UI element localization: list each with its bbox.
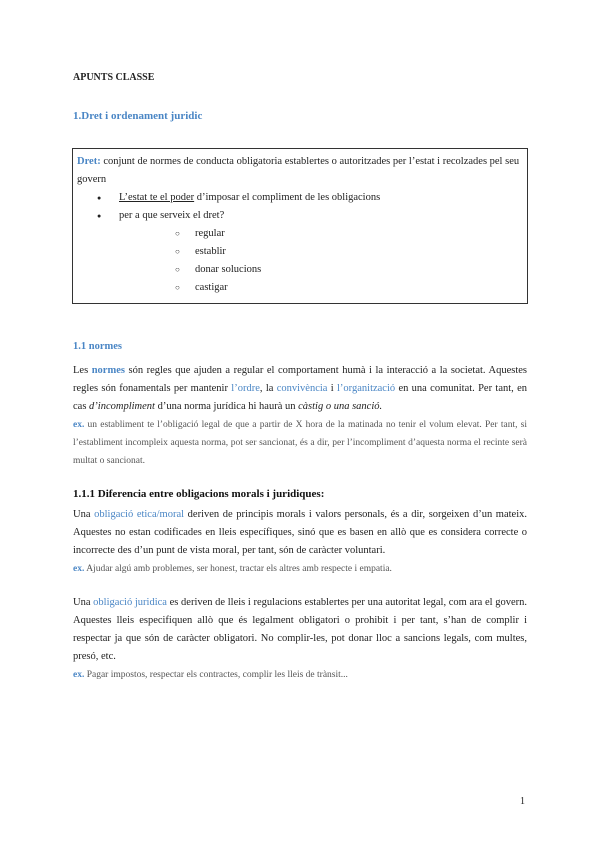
section-heading-1-1: 1.1 normes	[73, 341, 122, 352]
sub-item: ○ castigar	[119, 279, 523, 297]
keyword-juridica: obligació juridica	[93, 597, 167, 608]
example-2	[73, 560, 527, 578]
keyword-moral: obligació etica/moral	[94, 509, 185, 520]
definition-text	[77, 153, 523, 189]
text-run: Una	[73, 509, 95, 520]
sub-list	[119, 225, 523, 297]
example-label: ex.	[73, 564, 85, 574]
text-run: i	[327, 383, 338, 394]
italic-castig: càstig o una sanció.	[298, 401, 383, 412]
text-run: en una comunitat. Per tant, en cas	[73, 383, 528, 412]
italic-incompliment: d’incompliment	[89, 401, 155, 412]
text-run: Una	[73, 597, 94, 608]
page-number: 1	[520, 796, 525, 807]
definition-box	[72, 148, 528, 304]
text-run: d’una norma jurídica hi haurà un	[154, 401, 299, 412]
sub-item: ○ regular	[119, 225, 523, 243]
document-title: APUNTS CLASSE	[73, 72, 155, 83]
example-3	[73, 666, 527, 684]
text-run: Les	[73, 365, 92, 376]
bullet-item	[77, 207, 523, 297]
keyword-normes: normes	[91, 365, 125, 376]
definition-body: conjunt de normes de conducta obligatoria establertes o autoritzades per l’estat i recolzades pel seu govern	[77, 156, 520, 185]
underlined-phrase: L’estat te el poder	[119, 192, 195, 203]
section-heading-1: 1.Dret i ordenament juridic	[73, 110, 203, 122]
subsection-heading-1-1-1: 1.1.1 Diferencia entre obligacions morals i juridiques:	[73, 488, 325, 500]
definition-bullets	[77, 189, 523, 297]
sub-item: ○ establir	[119, 243, 523, 261]
keyword-convivencia: convivència	[276, 383, 328, 394]
keyword-ordre: l’ordre	[231, 383, 260, 394]
example-label: ex.	[73, 420, 85, 430]
bullet-text: per a que serveix el dret?	[119, 210, 225, 221]
sub-item: ○ donar solucions	[119, 261, 523, 279]
example-label: ex.	[73, 670, 85, 680]
text-run: deriven de principis morals i valors personals, és a dir, sorgeixen d’un mateix. Aquestes no estan codificades en lleis específiques, sinó que es basen en allò que es considera correcte o incorrecte des d’un punt de vista moral, per tant, són de caràcter voluntari.	[73, 509, 528, 556]
example-text: un establiment te l’obligació legal de que a partir de X hora de la matinada no tenir el volum elevat. Per tant, si l’establiment incompleix aquesta norma, pot ser sancionat, és a dir, per l’incompliment d’aquesta norma el recinte serà multat o sancionat.	[73, 420, 527, 466]
paragraph-juridica	[73, 594, 527, 666]
example-text: Pagar impostos, respectar els contractes, complir les lleis de trànsit...	[84, 670, 348, 680]
text-run: són regles que ajuden a regular el comportament humà i la interacció a la societat. Aquestes regles són fonamentals per mantenir	[73, 365, 527, 394]
paragraph-normes	[73, 362, 527, 416]
example-text: Ajudar algú amb problemes, ser honest, tractar els altres amb respecte i empatia.	[84, 564, 392, 574]
text-run: es deriven de lleis i regulacions establertes per una autoritat legal, com ara el govern. Aquestes lleis especifiquen allò que és legalment obligatori o prohibit i per tant, s’han de complir i respectar ja que són de caràcter obligatori. No complir-les, pot donar lloc a sancions legals, com multes, presó, etc.	[73, 597, 527, 662]
bullet-text: d’imposar el compliment de les obligacions	[194, 192, 381, 203]
paragraph-moral	[73, 506, 527, 560]
text-run: , la	[259, 383, 277, 394]
example-1	[73, 416, 527, 470]
definition-term: Dret:	[77, 156, 101, 167]
bullet-item	[77, 189, 523, 207]
keyword-organitzacio: l’organització	[337, 383, 396, 394]
